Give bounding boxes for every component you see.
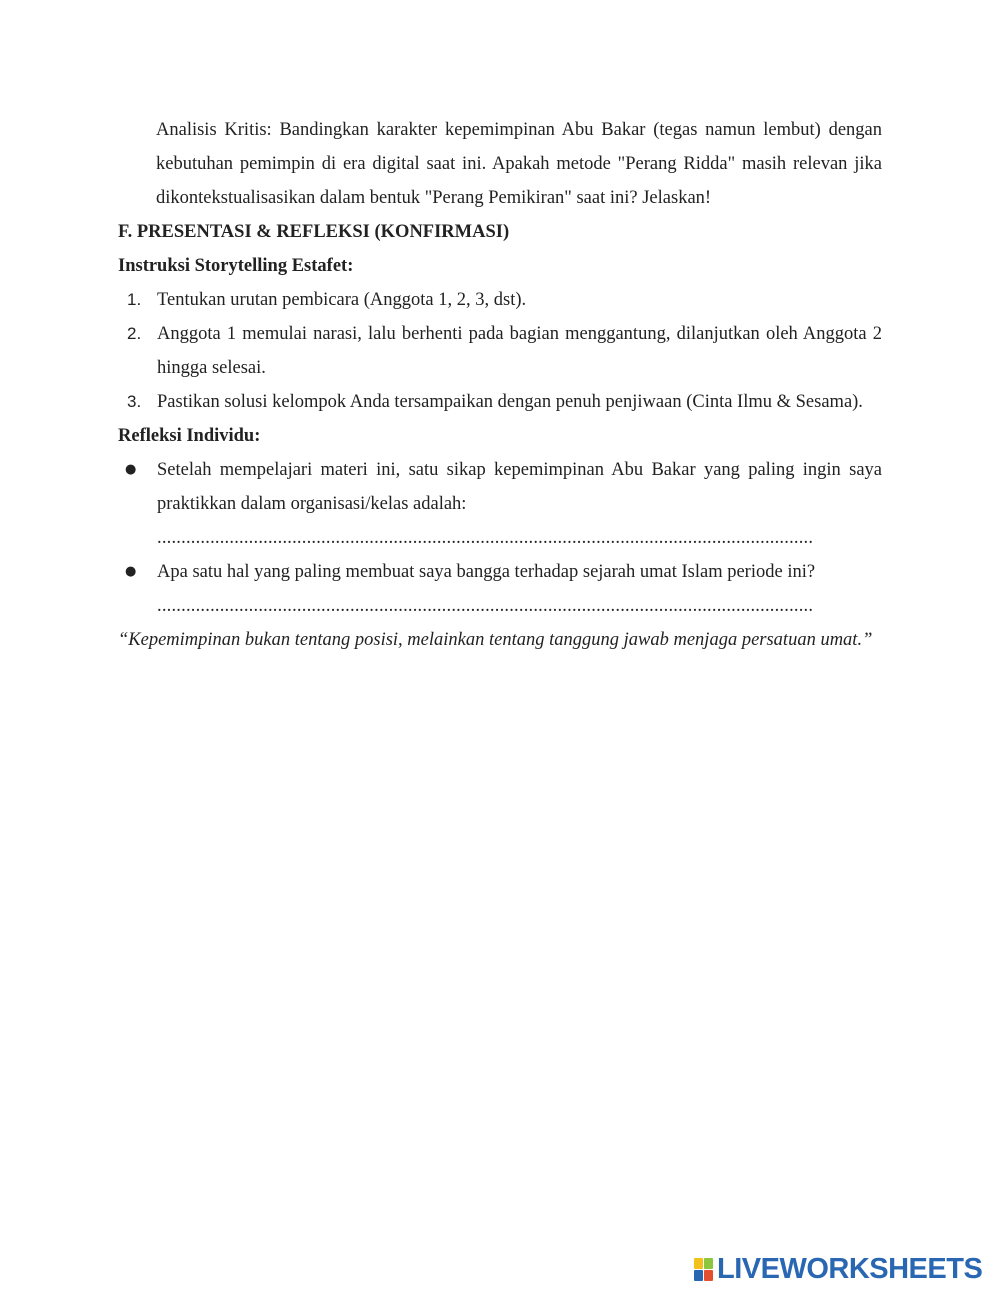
critical-analysis-question: Analisis Kritis: Bandingkan karakter kepemimpinan Abu Bakar (tegas namun lembut) dengan kebutuhan pemimpin di era digital saat ini. Apakah metode "Perang Ridda" masih relevan jika dikontekstualisasikan dalam bentuk "Perang Pemikiran" saat ini? Jelaskan!	[156, 120, 882, 208]
list-item	[118, 317, 882, 385]
section-f-title: F. PRESENTASI & REFLEKSI (KONFIRMASI)	[118, 222, 510, 242]
liveworksheets-logo-icon	[694, 1258, 713, 1281]
step-text: Pastikan solusi kelompok Anda tersampaikan dengan penuh penjiwaan (Cinta Ilmu & Sesama).	[157, 392, 863, 412]
answer-blank[interactable]: ........................................................................................................................................	[157, 596, 814, 616]
logo-square-blue	[694, 1270, 703, 1281]
bullet-icon: ●	[125, 564, 137, 579]
logo-text: LIVEWORKSHEETS	[717, 1253, 983, 1285]
instruction-heading: Instruksi Storytelling Estafet:	[118, 256, 354, 276]
reflection-heading: Refleksi Individu:	[118, 426, 261, 446]
step-number: 1.	[127, 290, 142, 309]
list-item	[118, 453, 882, 555]
closing-quote: “Kepemimpinan bukan tentang posisi, melainkan tentang tanggung jawab menjaga persatuan umat.”	[118, 630, 873, 650]
list-item	[118, 385, 882, 419]
reflection-list	[118, 453, 882, 623]
liveworksheets-logo	[694, 1253, 983, 1285]
bullet-icon: ●	[125, 462, 137, 477]
step-number: 2.	[127, 324, 142, 343]
logo-square-green	[704, 1258, 713, 1269]
list-item	[118, 283, 882, 317]
step-text: Tentukan urutan pembicara (Anggota 1, 2, 3, dst).	[157, 290, 527, 310]
answer-blank[interactable]: ........................................................................................................................................	[157, 528, 814, 548]
logo-square-yellow	[694, 1258, 703, 1269]
list-item	[118, 555, 882, 623]
logo-square-red	[704, 1270, 713, 1281]
step-number: 3.	[127, 392, 142, 411]
step-text: Anggota 1 memulai narasi, lalu berhenti pada bagian menggantung, dilanjutkan oleh Anggota 2 hingga selesai.	[157, 324, 882, 378]
reflection-question: Apa satu hal yang paling membuat saya bangga terhadap sejarah umat Islam periode ini?	[157, 562, 816, 582]
worksheet-content	[118, 113, 882, 657]
storytelling-steps	[118, 283, 882, 419]
reflection-question: Setelah mempelajari materi ini, satu sikap kepemimpinan Abu Bakar yang paling ingin saya praktikkan dalam organisasi/kelas adalah:	[157, 460, 882, 514]
